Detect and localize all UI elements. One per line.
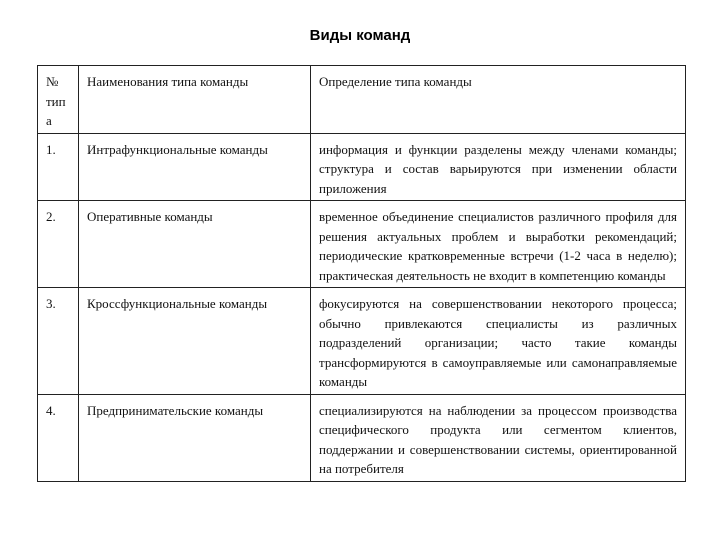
header-type-definition: Определение типа команды: [311, 66, 686, 134]
table-row: [38, 288, 686, 395]
header-number: № тип а: [38, 66, 79, 134]
row-number: 2.: [38, 201, 79, 288]
header-type-name: Наименования типа команды: [79, 66, 311, 134]
row-type-name: Кроссфункциональные команды: [79, 288, 311, 395]
team-types-table: [37, 65, 686, 482]
page-title: Виды команд: [309, 27, 411, 44]
row-type-definition: информация и функции разделены между членами команды; структура и состав варьируются при изменении области приложения: [311, 133, 686, 201]
table-row: [38, 394, 686, 481]
row-type-definition: фокусируются на совершенствовании некоторого процесса; обычно привлекаются специалисты из различных подразделений организации; часто такие команды трансформируются в самоуправляемые или самонаправляемые команды: [311, 288, 686, 395]
row-number: 4.: [38, 394, 79, 481]
row-type-name: Предпринимательские команды: [79, 394, 311, 481]
row-type-definition: специализируются на наблюдении за процессом производства специфического продукта или сегментом клиентов, поддержании и совершенствовании системы, ориентированной на потребителя: [311, 394, 686, 481]
row-type-name: Оперативные команды: [79, 201, 311, 288]
table-header-row: [38, 66, 686, 134]
row-type-name: Интрафункциональные команды: [79, 133, 311, 201]
row-number: 3.: [38, 288, 79, 395]
table-row: [38, 201, 686, 288]
row-number: 1.: [38, 133, 79, 201]
table-row: [38, 133, 686, 201]
row-type-definition: временное объединение специалистов различного профиля для решения актуальных проблем и выработки рекомендаций; периодические кратковременные встречи (1-2 часа в неделю); практическая деятельность не входит в компетенцию команды: [311, 201, 686, 288]
